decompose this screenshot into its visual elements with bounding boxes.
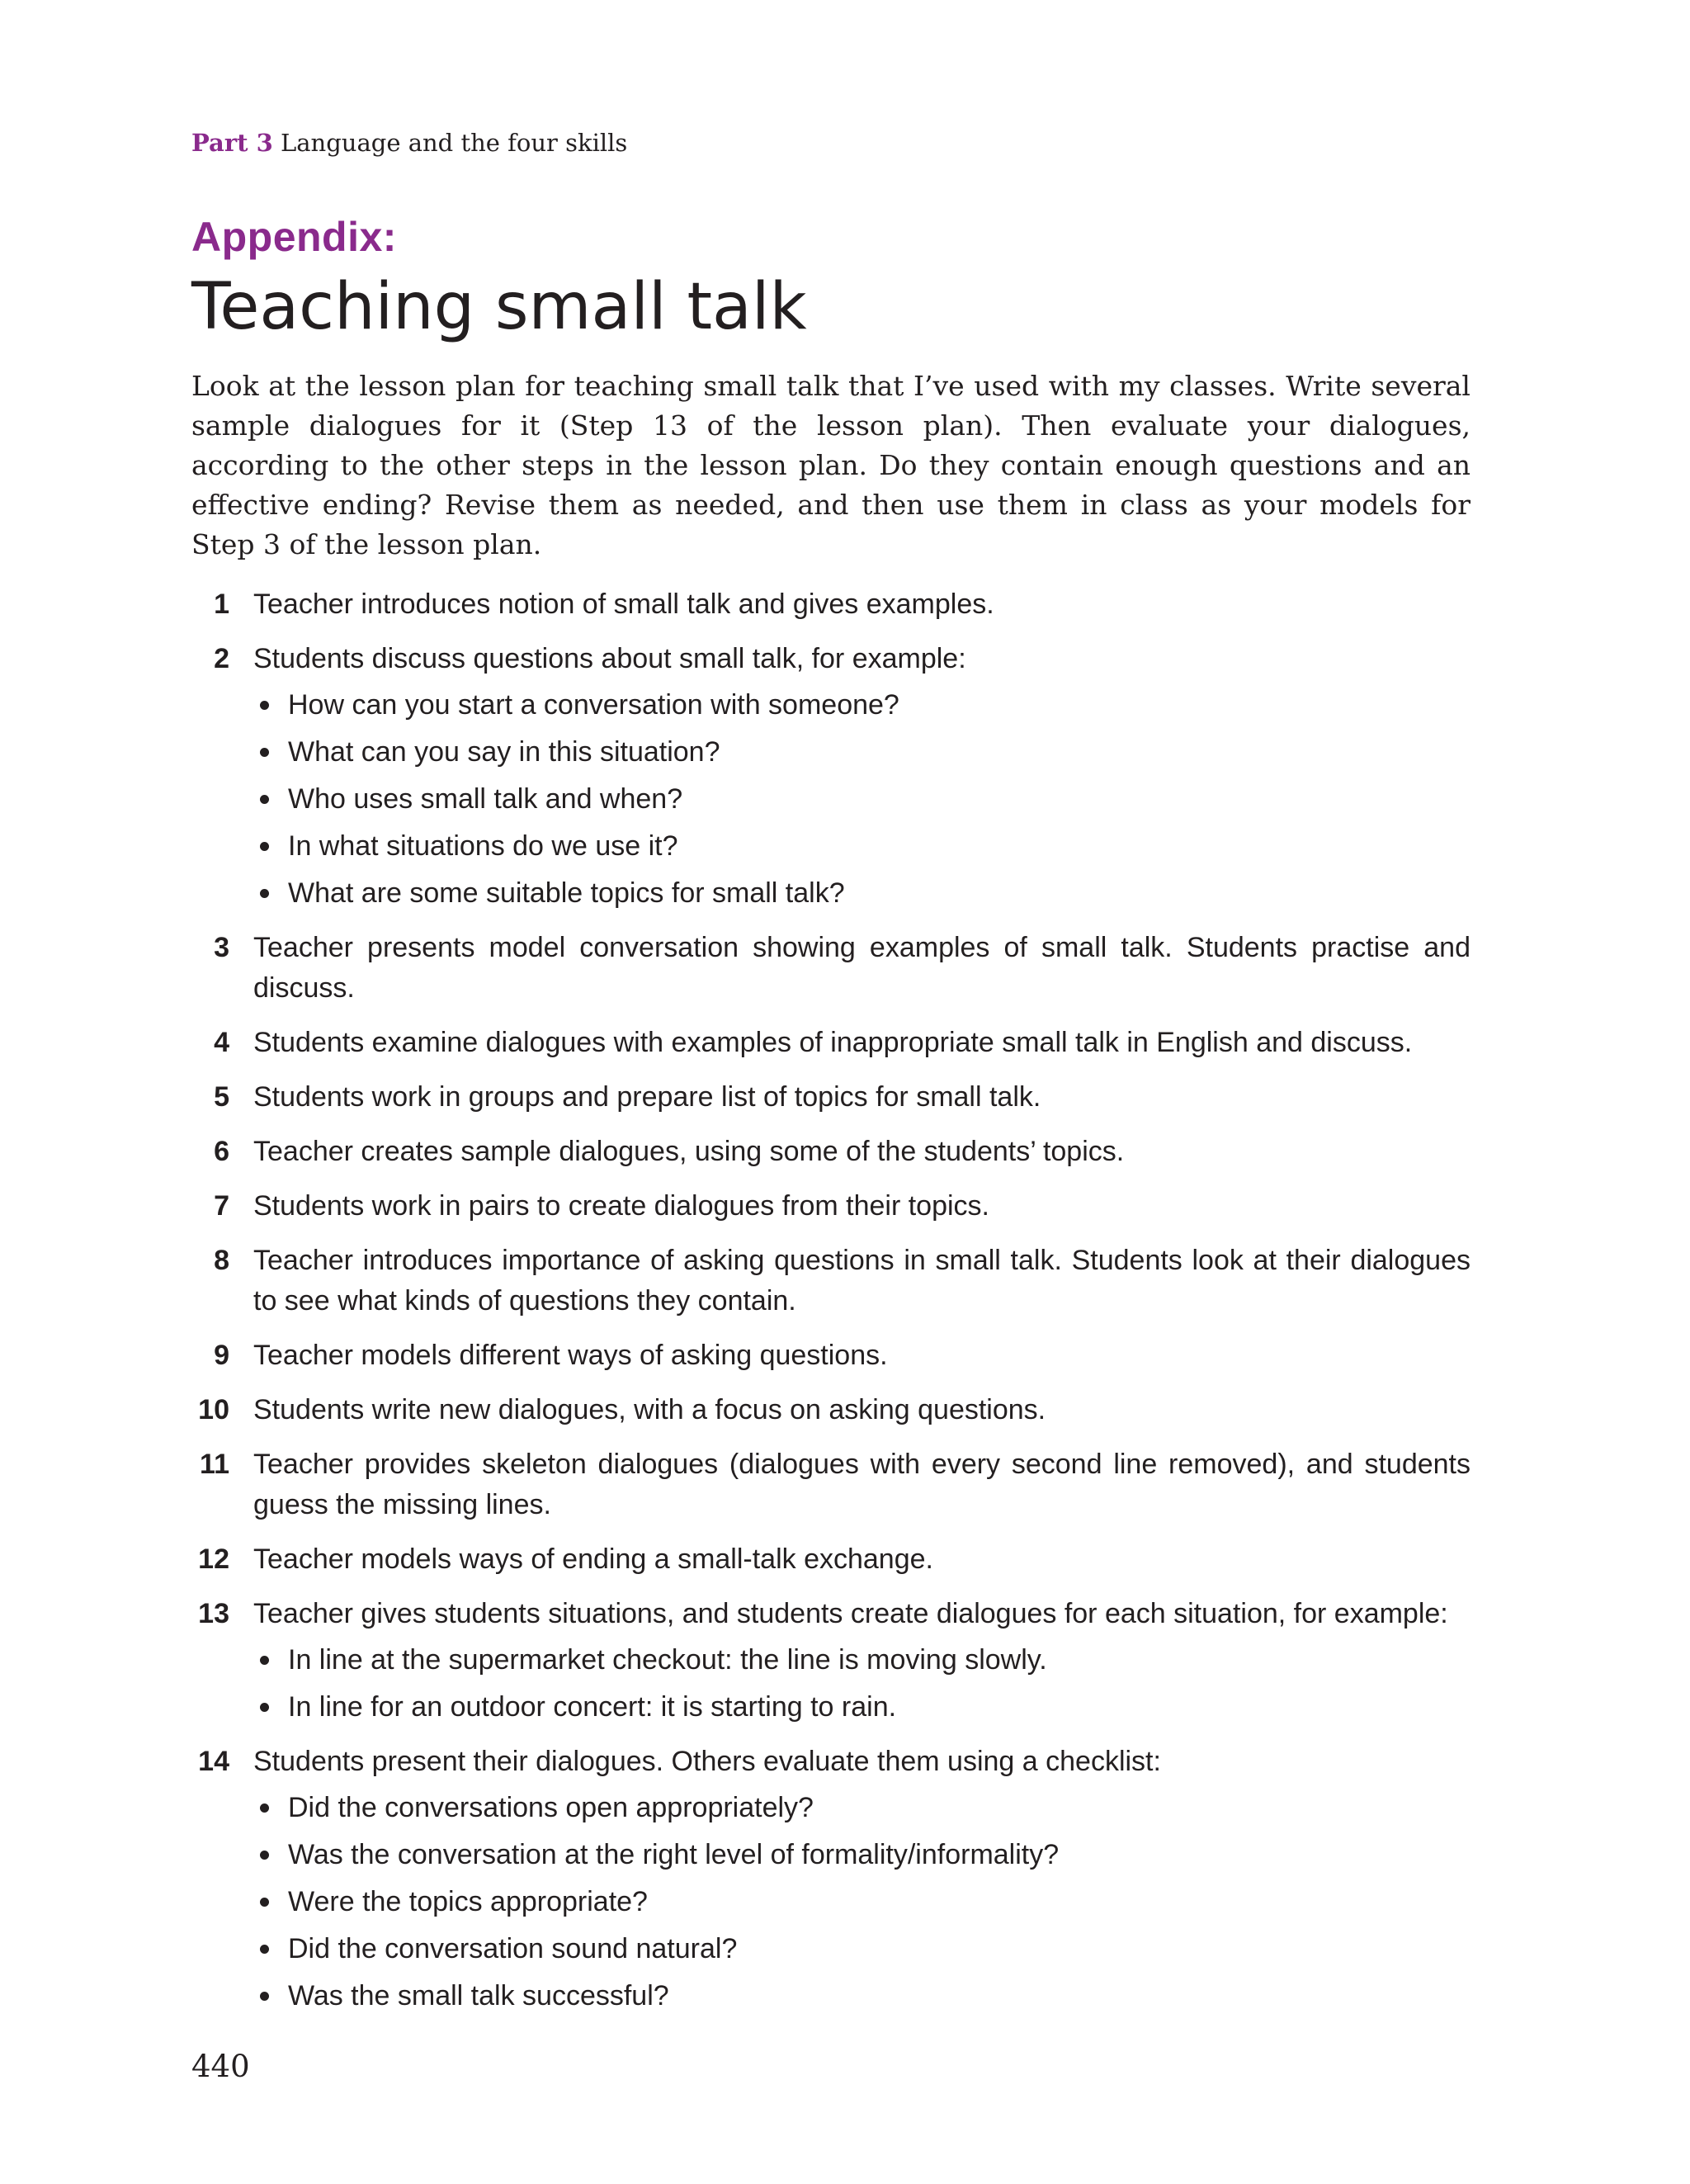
bullet-item (253, 1687, 1470, 1728)
bullet-text: What are some suitable topics for small talk? (288, 877, 845, 909)
step-number: 13 (198, 1598, 229, 1629)
bullet-dot-icon (260, 1851, 269, 1860)
step-text: Students discuss questions about small talk, for example: (253, 643, 966, 674)
step-number: 5 (214, 1081, 229, 1113)
page-title: Teaching small talk (191, 270, 807, 344)
running-head (191, 129, 627, 157)
step-number: 12 (198, 1543, 229, 1575)
step-text: Students present their dialogues. Others evaluate them using a checklist: (253, 1746, 1161, 1777)
lesson-step-2 (191, 639, 1470, 914)
intro-paragraph: Look at the lesson plan for teaching small talk that I’ve used with my classes. Write several sample dialogues for it (Step 13 of the lesson plan). Then evaluate your dialogues, according to the other steps in the lesson plan. Do they contain enough questions and an effective ending? Revise them as needed, and then use them in class as your models for Step 3 of the lesson plan. (191, 370, 1470, 560)
bullet-text: Were the topics appropriate? (288, 1886, 648, 1917)
step-number: 7 (214, 1190, 229, 1222)
lesson-step-14 (191, 1742, 1470, 2016)
bullet-dot-icon (260, 889, 269, 898)
lesson-step-5 (191, 1077, 1470, 1118)
step-number: 10 (198, 1394, 229, 1425)
bullet-item (253, 1640, 1470, 1681)
bullet-dot-icon (260, 748, 269, 757)
bullet-text: Did the conversations open appropriately? (288, 1792, 814, 1823)
bullet-dot-icon (260, 1803, 269, 1813)
step-number: 4 (214, 1027, 229, 1058)
lesson-step-13 (191, 1594, 1470, 1728)
bullet-dot-icon (260, 1945, 269, 1954)
lesson-step-8 (191, 1241, 1470, 1321)
bullet-text: What can you say in this situation? (288, 736, 720, 768)
bullet-item (253, 685, 1470, 726)
lesson-step-9 (191, 1335, 1470, 1376)
bullet-text: How can you start a conversation with someone? (288, 689, 899, 721)
step-bullet-list (253, 685, 1470, 914)
bullet-item (253, 1882, 1470, 1922)
lesson-step-11 (191, 1444, 1470, 1525)
step-number: 9 (214, 1340, 229, 1371)
bullet-dot-icon (260, 701, 269, 710)
step-text: Students work in groups and prepare list of topics for small talk. (253, 1081, 1041, 1113)
page-number: 440 (191, 2049, 250, 2084)
lesson-step-12 (191, 1539, 1470, 1580)
bullet-text: Was the conversation at the right level of formality/informality? (288, 1839, 1060, 1870)
step-number: 1 (214, 589, 229, 620)
running-head-part: Part 3 (191, 129, 273, 157)
lesson-step-1 (191, 584, 1470, 625)
step-number: 8 (214, 1245, 229, 1276)
step-number: 14 (198, 1746, 229, 1777)
step-text: Teacher introduces importance of asking questions in small talk. Students look at their dialogues to see what kinds of questions they contain. (253, 1245, 1470, 1317)
step-text: Teacher models ways of ending a small-talk exchange. (253, 1543, 933, 1575)
bullet-item (253, 1788, 1470, 1828)
bullet-item (253, 732, 1470, 773)
bullet-item (253, 1976, 1470, 2016)
bullet-text: In line for an outdoor concert: it is starting to rain. (288, 1691, 897, 1723)
lesson-plan-steps (191, 584, 1470, 2030)
lesson-step-4 (191, 1023, 1470, 1063)
bullet-item (253, 873, 1470, 914)
bullet-text: In what situations do we use it? (288, 830, 678, 862)
step-text: Teacher gives students situations, and students create dialogues for each situation, for example: (253, 1598, 1448, 1629)
bullet-text: Was the small talk successful? (288, 1980, 669, 2011)
step-number: 3 (214, 932, 229, 963)
step-text: Teacher introduces notion of small talk and gives examples. (253, 589, 994, 620)
bullet-dot-icon (260, 1703, 269, 1712)
bullet-text: Did the conversation sound natural? (288, 1933, 738, 1964)
bullet-item (253, 1929, 1470, 1969)
step-text: Teacher models different ways of asking questions. (253, 1340, 888, 1371)
step-bullet-list (253, 1788, 1470, 2016)
running-head-title: Language and the four skills (281, 129, 628, 157)
step-number: 6 (214, 1136, 229, 1167)
bullet-dot-icon (260, 1898, 269, 1907)
step-number: 2 (214, 643, 229, 674)
lesson-step-7 (191, 1186, 1470, 1227)
bullet-text: Who uses small talk and when? (288, 783, 683, 815)
step-text: Teacher creates sample dialogues, using some of the students’ topics. (253, 1136, 1125, 1167)
lesson-step-10 (191, 1390, 1470, 1430)
bullet-dot-icon (260, 1656, 269, 1665)
bullet-item (253, 779, 1470, 820)
step-text: Students examine dialogues with examples of inappropriate small talk in English and discuss. (253, 1027, 1413, 1058)
step-text: Students write new dialogues, with a focus on asking questions. (253, 1394, 1046, 1425)
bullet-dot-icon (260, 795, 269, 804)
lesson-step-3 (191, 928, 1470, 1009)
step-text: Teacher presents model conversation showing examples of small talk. Students practise and discuss. (253, 932, 1470, 1004)
bullet-dot-icon (260, 842, 269, 851)
bullet-dot-icon (260, 1992, 269, 2001)
bullet-text: In line at the supermarket checkout: the line is moving slowly. (288, 1644, 1047, 1676)
step-text: Students work in pairs to create dialogues from their topics. (253, 1190, 989, 1222)
lesson-step-6 (191, 1132, 1470, 1172)
bullet-item (253, 1835, 1470, 1875)
step-text: Teacher provides skeleton dialogues (dialogues with every second line removed), and students guess the missing lines. (253, 1449, 1470, 1520)
step-number: 11 (200, 1449, 229, 1480)
step-bullet-list (253, 1640, 1470, 1728)
bullet-item (253, 826, 1470, 867)
appendix-label: Appendix: (191, 214, 397, 260)
